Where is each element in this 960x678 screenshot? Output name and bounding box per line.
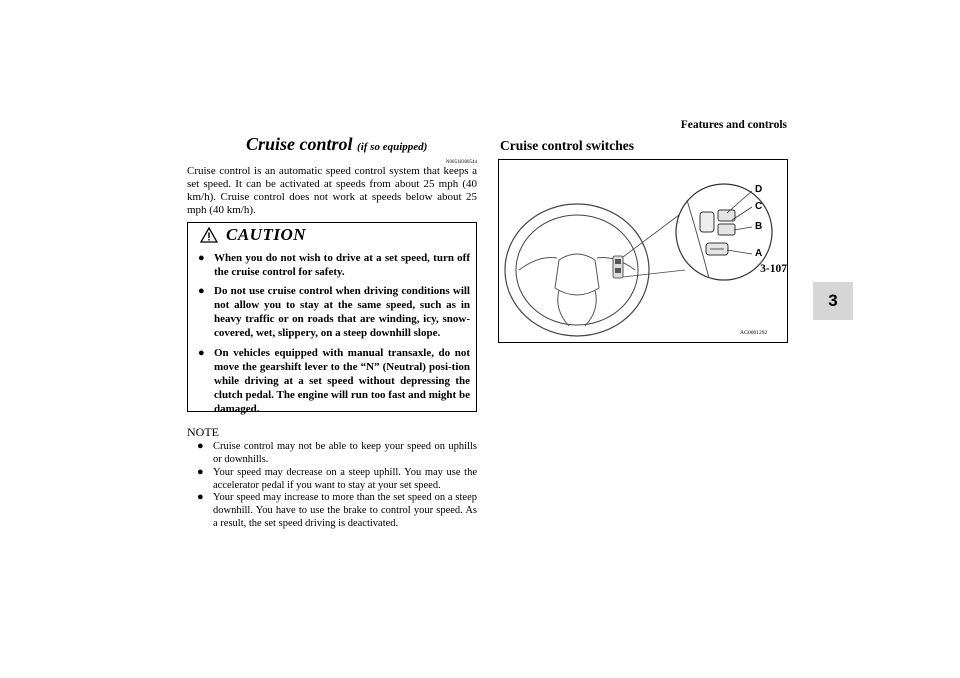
- steering-wheel-illustration: [499, 160, 788, 343]
- switches-title: Cruise control switches: [500, 138, 634, 153]
- caution-item: ● Do not use cruise control when driving conditions will not allow you to stay at the same speed, such as in heavy traffic or on roads that are winding, icy, snow-covered, wet, slippery, on a steep downhill slope.: [198, 284, 470, 340]
- caution-item: ● When you do not wish to drive at a set speed, turn off the cruise control for safety.: [198, 251, 470, 279]
- header-title: Features and controls: [680, 119, 787, 131]
- note-item: ● Your speed may increase to more than the set speed on a steep downhill. You have to use the brake to control your speed. As a result, the set speed driving is deactivated.: [197, 491, 477, 530]
- cruise-control-figure: [498, 159, 788, 343]
- document-code: N00518300544: [445, 160, 477, 165]
- note-item: ● Cruise control may not be able to keep your speed on uphills or downhills.: [197, 440, 477, 466]
- caution-box: [187, 222, 477, 415]
- caution-header: [200, 225, 306, 245]
- callout-b: B: [755, 221, 763, 232]
- page-number: 3-107: [760, 263, 787, 275]
- caution-item: ● On vehicles equipped with manual transaxle, do not move the gearshift lever to the “N” (Neutral) posi-tion while driving at a set speed without depressing the clutch pedal. The engine will run too fast and might be damaged.: [198, 346, 470, 416]
- note-item: ● Your speed may decrease on a steep uphill. You may use the accelerator pedal if you want to stay at your set speed.: [197, 466, 477, 492]
- warning-triangle-icon: [200, 227, 218, 243]
- callout-a: A: [755, 248, 763, 259]
- chapter-tab: 3: [813, 282, 853, 320]
- section-title-text: Cruise control: [246, 134, 353, 154]
- callout-d: D: [755, 184, 763, 195]
- intro-paragraph: Cruise control is an automatic speed control system that keeps a set speed. It can be activated at speeds from about 25 mph (40 km/h). Cruise control does not work at speeds below about 25 mph (40 km/h).: [187, 165, 477, 216]
- figure-code: AG0001292: [740, 330, 768, 336]
- section-subtitle: (if so equipped): [357, 141, 428, 153]
- callout-c: C: [755, 201, 763, 212]
- note-label: NOTE: [187, 425, 219, 439]
- section-title: [246, 134, 427, 155]
- caution-title: CAUTION: [226, 225, 307, 244]
